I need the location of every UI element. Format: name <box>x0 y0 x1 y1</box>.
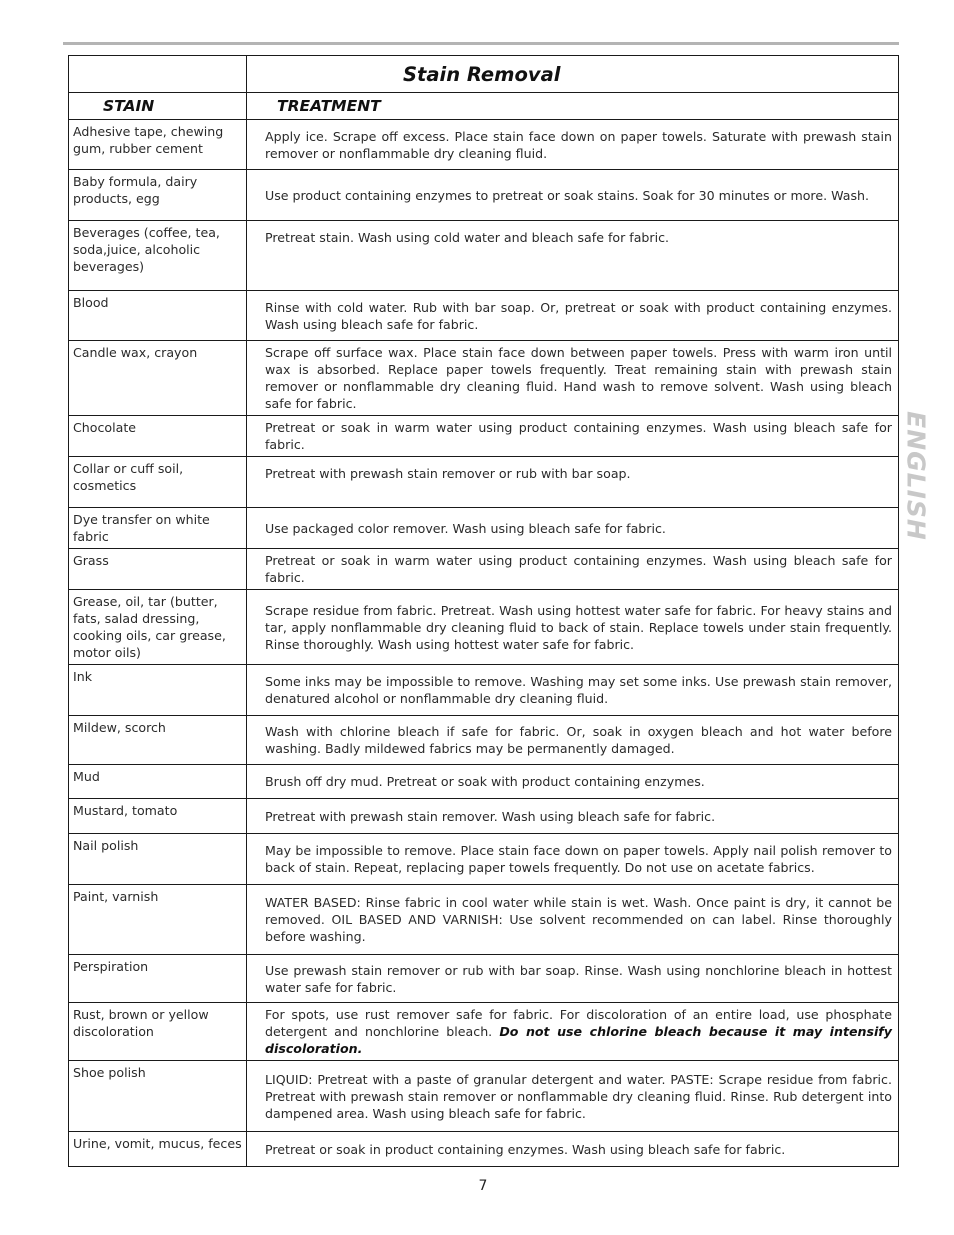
header-treatment: TREATMENT <box>247 93 899 120</box>
treatment-cell <box>247 716 899 765</box>
top-rule <box>63 42 899 45</box>
stain-cell: Mustard, tomato <box>69 799 247 834</box>
treatment-cell <box>247 221 899 291</box>
treatment-cell <box>247 416 899 457</box>
treatment-text: Brush off dry mud. Pretreat or soak with product containing enzymes. <box>265 774 705 789</box>
stain-cell: Chocolate <box>69 416 247 457</box>
table-row <box>69 716 899 765</box>
treatment-cell <box>247 457 899 508</box>
treatment-cell <box>247 341 899 416</box>
table-row <box>69 221 899 291</box>
treatment-cell <box>247 549 899 590</box>
treatment-cell <box>247 885 899 955</box>
treatment-cell <box>247 590 899 665</box>
table-row <box>69 549 899 590</box>
treatment-cell <box>247 799 899 834</box>
treatment-text: Some inks may be impossible to remove. Washing may set some inks. Use prewash stain remover, denatured alcohol or nonflammable dry cleaning fluid. <box>265 674 892 706</box>
treatment-text: Scrape off surface wax. Place stain face down between paper towels. Press with warm iron until wax is absorbed. Replace paper towels frequently. Treat remaining stain with prewash stain remover or nonflammable dry cleaning fluid. Hand wash to remove solvent. Wash using bleach safe for fabric. <box>265 345 892 411</box>
table-row <box>69 834 899 885</box>
stain-cell: Ink <box>69 665 247 716</box>
stain-cell: Baby formula, dairy products, egg <box>69 170 247 221</box>
treatment-text: Pretreat stain. Wash using cold water and bleach safe for fabric. <box>265 230 670 245</box>
stain-cell: Nail polish <box>69 834 247 885</box>
stain-cell: Rust, brown or yellow discoloration <box>69 1003 247 1061</box>
table-row <box>69 120 899 170</box>
stain-cell: Grass <box>69 549 247 590</box>
table-row <box>69 590 899 665</box>
stain-cell: Mildew, scorch <box>69 716 247 765</box>
treatment-cell <box>247 1132 899 1167</box>
treatment-text: Apply ice. Scrape off excess. Place stain face down on paper towels. Saturate with prewash stain remover or nonflammable dry cleaning fluid. <box>265 128 892 161</box>
stain-cell: Mud <box>69 765 247 799</box>
title-blank-cell <box>69 56 247 93</box>
treatment-text: LIQUID: Pretreat with a paste of granular detergent and water. PASTE: Scrape residue from fabric. Pretreat with prewash stain remover or nonflammable dry cleaning fluid. Rinse. Rub detergent into dampened area. Wash using bleach safe for fabric. <box>265 1071 892 1121</box>
treatment-cell <box>247 508 899 549</box>
stain-cell: Candle wax, crayon <box>69 341 247 416</box>
table-row <box>69 457 899 508</box>
table-header-row <box>69 93 899 120</box>
stain-cell: Blood <box>69 291 247 341</box>
page-number: 7 <box>478 1178 488 1194</box>
treatment-cell <box>247 1003 899 1061</box>
treatment-text: Use product containing enzymes to pretreat or soak stains. Soak for 30 minutes or more. Wash. <box>265 187 870 203</box>
treatment-text: Pretreat or soak in warm water using product containing enzymes. Wash using bleach safe for fabric. <box>265 420 892 452</box>
stain-cell: Paint, varnish <box>69 885 247 955</box>
table-row <box>69 508 899 549</box>
treatment-cell <box>247 1061 899 1132</box>
side-tab-label: ENGLISH <box>901 411 931 541</box>
stain-cell: Dye transfer on white fabric <box>69 508 247 549</box>
treatment-text: WATER BASED: Rinse fabric in cool water while stain is wet. Wash. Once paint is dry, it cannot be removed. OIL BASED AND VARNISH: Use solvent recommended on can label. Rinse thoroughly before washing. <box>265 895 892 944</box>
table-row <box>69 799 899 834</box>
table-title-cell <box>247 56 899 93</box>
treatment-text: Pretreat with prewash stain remover or rub with bar soap. <box>265 466 631 481</box>
table-row <box>69 1061 899 1132</box>
stain-cell: Perspiration <box>69 955 247 1003</box>
treatment-text: Scrape residue from fabric. Pretreat. Wash using hottest water safe for fabric. For heavy stains and tar, apply nonflammable dry cleaning fluid to back of stain. Replace towels under stain frequently. Rinse thoroughly. Wash using hottest water safe for fabric. <box>265 602 892 652</box>
table-title: Stain Removal <box>403 62 561 86</box>
table-row <box>69 416 899 457</box>
stain-cell: Shoe polish <box>69 1061 247 1132</box>
treatment-text: May be impossible to remove. Place stain face down on paper towels. Apply nail polish remover to back of stain. Repeat, replacing paper towels frequently. Do not use on acetate fabrics. <box>265 843 892 875</box>
stain-cell: Adhesive tape, chewing gum, rubber cement <box>69 120 247 170</box>
table-title-row <box>69 56 899 93</box>
treatment-text: Rinse with cold water. Rub with bar soap. Or, pretreat or soak with product containing enzymes. Wash using bleach safe for fabric. <box>265 299 892 332</box>
treatment-cell <box>247 834 899 885</box>
table-row <box>69 885 899 955</box>
treatment-text: Pretreat or soak in warm water using product containing enzymes. Wash using bleach safe for fabric. <box>265 553 892 585</box>
treatment-text: Use packaged color remover. Wash using bleach safe for fabric. <box>265 520 666 536</box>
treatment-text: For spots, use rust remover safe for fabric. For discoloration of an entire load, use phosphate detergent and nonchlorine bleach. <box>265 1007 892 1039</box>
stain-removal-table <box>68 55 899 1167</box>
table-row <box>69 665 899 716</box>
treatment-cell <box>247 665 899 716</box>
language-side-tab <box>896 411 936 541</box>
header-stain: STAIN <box>69 93 247 120</box>
table-row <box>69 765 899 799</box>
treatment-warning: Do not use chlorine bleach because it may intensify discoloration. <box>265 1024 892 1056</box>
table-row <box>69 1132 899 1167</box>
treatment-text: Use prewash stain remover or rub with bar soap. Rinse. Wash using nonchlorine bleach in hottest water safe for fabric. <box>265 962 892 995</box>
stain-cell: Urine, vomit, mucus, feces <box>69 1132 247 1167</box>
table-row <box>69 955 899 1003</box>
treatment-cell <box>247 291 899 341</box>
table-body <box>69 120 899 1167</box>
table-row <box>69 170 899 221</box>
treatment-cell <box>247 955 899 1003</box>
table-row <box>69 291 899 341</box>
treatment-text: Wash with chlorine bleach if safe for fabric. Or, soak in oxygen bleach and hot water before washing. Badly mildewed fabrics may be permanently damaged. <box>265 724 892 756</box>
table-row <box>69 1003 899 1061</box>
stain-cell: Beverages (coffee, tea, soda,juice, alcoholic beverages) <box>69 221 247 291</box>
treatment-cell <box>247 170 899 221</box>
treatment-cell <box>247 765 899 799</box>
stain-cell: Grease, oil, tar (butter, fats, salad dressing, cooking oils, car grease, motor oils) <box>69 590 247 665</box>
treatment-text: Pretreat or soak in product containing enzymes. Wash using bleach safe for fabric. <box>265 1141 786 1157</box>
treatment-cell <box>247 120 899 170</box>
stain-cell: Collar or cuff soil, cosmetics <box>69 457 247 508</box>
treatment-text: Pretreat with prewash stain remover. Wash using bleach safe for fabric. <box>265 808 716 824</box>
table-row <box>69 341 899 416</box>
